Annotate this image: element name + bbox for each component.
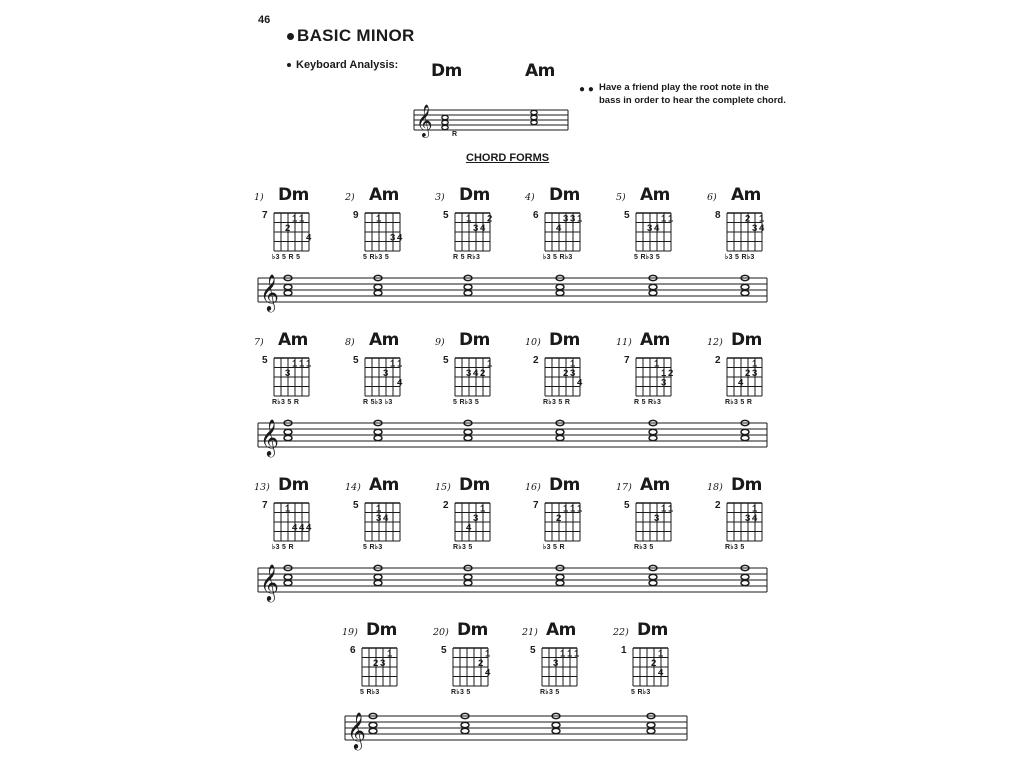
whole-note xyxy=(556,284,564,289)
whole-note xyxy=(649,580,657,585)
finger-number: 1 xyxy=(570,358,576,370)
fret-number: 7 xyxy=(533,500,539,511)
chord-number: 14) xyxy=(345,482,361,493)
fret-number: 2 xyxy=(443,500,449,511)
finger-number: 3 xyxy=(570,367,576,379)
finger-number: 1 xyxy=(299,358,305,370)
chord-intervals: 5 R♭3 xyxy=(363,544,383,551)
finger-number: 4 xyxy=(738,377,744,389)
chord-name: Dm xyxy=(457,620,488,640)
finger-number: 1 xyxy=(658,648,664,660)
finger-number: 1 xyxy=(574,648,580,660)
finger-number: 3 xyxy=(473,512,479,524)
keyboard-chord-dm: Dm xyxy=(431,61,462,81)
staff xyxy=(258,563,767,602)
keyboard-note: Have a friend play the root note in the bass in order to hear the complete chord. xyxy=(599,82,786,106)
whole-note xyxy=(464,284,472,289)
chord-name: Dm xyxy=(459,185,490,205)
whole-note xyxy=(741,429,749,434)
treble-clef-icon: 𝄞 xyxy=(260,418,279,456)
whole-note xyxy=(649,284,657,289)
whole-note xyxy=(741,284,749,289)
chord-number: 3) xyxy=(435,192,445,203)
chord-intervals: ♭3 5 R 5 xyxy=(272,254,301,261)
finger-number: 1 xyxy=(563,503,569,515)
fret-number: 5 xyxy=(443,355,449,366)
chord-intervals: R 5 R♭3 xyxy=(634,399,662,406)
chord-name: Dm xyxy=(366,620,397,640)
chord-number: 2) xyxy=(345,192,355,203)
finger-number: 3 xyxy=(563,213,569,225)
staff xyxy=(258,273,767,312)
chord-name: Am xyxy=(369,330,399,350)
finger-number: 3 xyxy=(745,512,751,524)
finger-number: 3 xyxy=(654,512,660,524)
chord-name: Dm xyxy=(459,330,490,350)
whole-note xyxy=(649,290,657,295)
finger-number: 4 xyxy=(383,512,389,524)
chord-name: Am xyxy=(546,620,576,640)
finger-number: 4 xyxy=(306,522,312,534)
whole-note xyxy=(284,284,292,289)
treble-clef-icon: 𝄞 xyxy=(416,104,433,137)
finger-number: 4 xyxy=(299,522,305,534)
finger-number: 1 xyxy=(560,648,566,660)
whole-note xyxy=(556,580,564,585)
whole-note xyxy=(552,728,560,733)
chord-intervals: R♭3 5 xyxy=(451,689,471,696)
finger-number: 1 xyxy=(487,358,493,370)
staff-root-marking: R xyxy=(452,131,458,138)
fret-number: 5 xyxy=(624,210,630,221)
chord-number: 19) xyxy=(342,627,358,638)
finger-number: 2 xyxy=(651,657,657,669)
finger-number: 1 xyxy=(759,213,765,225)
chord-intervals: 5 R♭3 5 xyxy=(363,254,390,261)
finger-number: 3 xyxy=(285,367,291,379)
whole-note xyxy=(461,728,469,733)
chord-intervals: R♭3 5 R xyxy=(543,399,571,406)
fret-number: 7 xyxy=(262,210,268,221)
finger-number: 4 xyxy=(654,222,660,234)
chord-number: 11) xyxy=(616,337,632,348)
chord-number: 13) xyxy=(254,482,270,493)
whole-note xyxy=(647,728,655,733)
keyboard-chord-am: Am xyxy=(525,61,555,81)
finger-number: 1 xyxy=(661,503,667,515)
chord-name: Dm xyxy=(731,475,762,495)
finger-number: 3 xyxy=(376,512,382,524)
chord-number: 17) xyxy=(616,482,632,493)
page-number: 46 xyxy=(258,14,271,26)
chord-number: 6) xyxy=(707,192,717,203)
finger-number: 3 xyxy=(647,222,653,234)
whole-note xyxy=(284,435,292,440)
fret-number: 2 xyxy=(533,355,539,366)
finger-number: 1 xyxy=(654,358,660,370)
page-title: BASIC MINOR xyxy=(297,26,415,45)
finger-number: 3 xyxy=(383,367,389,379)
whole-note xyxy=(556,574,564,579)
fret-number: 6 xyxy=(350,645,356,656)
chord-name: Am xyxy=(640,330,670,350)
chord-name: Dm xyxy=(549,330,580,350)
whole-note xyxy=(647,722,655,727)
chord-intervals: ♭3 5 R♭3 xyxy=(543,254,573,261)
chord-intervals: R 5♭3 ♭3 xyxy=(363,399,393,406)
fret-number: 5 xyxy=(624,500,630,511)
staff xyxy=(258,418,767,457)
chord-intervals: 5 R♭3 xyxy=(631,689,651,696)
finger-number: 1 xyxy=(577,503,583,515)
finger-number: 2 xyxy=(745,213,751,225)
whole-note xyxy=(741,435,749,440)
whole-note xyxy=(284,574,292,579)
chord-intervals: ♭3 5 R xyxy=(272,544,294,551)
chord-number: 5) xyxy=(616,192,626,203)
finger-number: 1 xyxy=(292,358,298,370)
chord-number: 16) xyxy=(525,482,541,493)
finger-number: 3 xyxy=(752,222,758,234)
whole-note xyxy=(552,722,560,727)
finger-number: 2 xyxy=(563,367,569,379)
finger-number: 1 xyxy=(661,213,667,225)
chord-intervals: 5 R♭3 5 xyxy=(634,254,661,261)
whole-note xyxy=(741,574,749,579)
chord-name: Am xyxy=(640,475,670,495)
whole-note xyxy=(464,429,472,434)
finger-number: 4 xyxy=(485,667,491,679)
finger-number: 1 xyxy=(376,213,382,225)
finger-number: 4 xyxy=(759,222,765,234)
chord-intervals: ♭3 5 R♭3 xyxy=(725,254,755,261)
chord-number: 9) xyxy=(435,337,445,348)
chord-number: 1) xyxy=(254,192,264,203)
finger-number: 4 xyxy=(466,522,472,534)
chord-intervals: R 5 R♭3 xyxy=(453,254,481,261)
chord-intervals: 5 R♭3 5 xyxy=(453,399,480,406)
whole-note xyxy=(649,429,657,434)
chord-name: Am xyxy=(731,185,761,205)
whole-note xyxy=(464,580,472,585)
chord-number: 18) xyxy=(707,482,723,493)
fret-number: 1 xyxy=(621,645,627,656)
fret-number: 2 xyxy=(715,355,721,366)
finger-number: 4 xyxy=(480,222,486,234)
finger-number: 1 xyxy=(390,358,396,370)
chord-number: 22) xyxy=(613,627,629,638)
fret-number: 5 xyxy=(353,355,359,366)
fret-number: 8 xyxy=(715,210,721,221)
whole-note xyxy=(374,284,382,289)
finger-number: 3 xyxy=(661,377,667,389)
finger-number: 2 xyxy=(480,367,486,379)
chord-number: 12) xyxy=(707,337,723,348)
whole-note xyxy=(369,728,377,733)
finger-number: 2 xyxy=(487,213,493,225)
whole-note xyxy=(374,574,382,579)
chord-name: Dm xyxy=(549,475,580,495)
chord-name: Dm xyxy=(637,620,668,640)
finger-number: 1 xyxy=(397,358,403,370)
finger-number: 3 xyxy=(752,367,758,379)
whole-note xyxy=(374,580,382,585)
finger-number: 1 xyxy=(567,648,573,660)
whole-note xyxy=(649,574,657,579)
staff xyxy=(345,711,687,750)
chord-name: Dm xyxy=(278,475,309,495)
chord-number: 20) xyxy=(433,627,449,638)
whole-note xyxy=(374,290,382,295)
chord-intervals: R♭3 5 xyxy=(725,544,745,551)
whole-note xyxy=(464,574,472,579)
whole-note xyxy=(461,722,469,727)
fret-number: 6 xyxy=(533,210,539,221)
chord-intervals: R♭3 5 xyxy=(453,544,473,551)
finger-number: 3 xyxy=(473,222,479,234)
fret-number: 5 xyxy=(443,210,449,221)
note-bullets-icon: ● ● xyxy=(579,84,594,95)
whole-note xyxy=(369,722,377,727)
finger-number: 1 xyxy=(387,648,393,660)
whole-note xyxy=(284,429,292,434)
fret-number: 7 xyxy=(262,500,268,511)
chord-intervals: R♭3 5 xyxy=(634,544,654,551)
finger-number: 4 xyxy=(306,232,312,244)
treble-clef-icon: 𝄞 xyxy=(347,711,366,749)
finger-number: 3 xyxy=(553,657,559,669)
fret-number: 9 xyxy=(353,210,359,221)
finger-number: 1 xyxy=(480,503,486,515)
finger-number: 2 xyxy=(556,512,562,524)
finger-number: 3 xyxy=(570,213,576,225)
finger-number: 4 xyxy=(658,667,664,679)
finger-number: 1 xyxy=(668,503,674,515)
finger-number: 1 xyxy=(306,358,312,370)
whole-note xyxy=(374,429,382,434)
chord-name: Am xyxy=(369,475,399,495)
whole-note xyxy=(284,580,292,585)
chord-name: Am xyxy=(369,185,399,205)
fret-number: 5 xyxy=(530,645,536,656)
whole-note xyxy=(556,290,564,295)
finger-number: 3 xyxy=(466,367,472,379)
whole-note xyxy=(464,290,472,295)
chord-intervals: 5 R♭3 xyxy=(360,689,380,696)
whole-note xyxy=(556,429,564,434)
finger-number: 2 xyxy=(478,657,484,669)
fret-number: 2 xyxy=(715,500,721,511)
whole-note xyxy=(374,435,382,440)
whole-note xyxy=(741,580,749,585)
finger-number: 1 xyxy=(577,213,583,225)
finger-number: 1 xyxy=(376,503,382,515)
chord-name: Dm xyxy=(459,475,490,495)
finger-number: 4 xyxy=(397,377,403,389)
finger-number: 1 xyxy=(299,213,305,225)
finger-number: 1 xyxy=(485,648,491,660)
chord-name: Am xyxy=(640,185,670,205)
chord-name: Dm xyxy=(731,330,762,350)
finger-number: 2 xyxy=(668,367,674,379)
section-title: CHORD FORMS xyxy=(466,152,550,164)
finger-number: 1 xyxy=(570,503,576,515)
chord-number: 8) xyxy=(345,337,355,348)
fret-number: 5 xyxy=(353,500,359,511)
finger-number: 4 xyxy=(292,522,298,534)
finger-number: 4 xyxy=(397,232,403,244)
chord-name: Dm xyxy=(549,185,580,205)
finger-number: 2 xyxy=(745,367,751,379)
finger-number: 1 xyxy=(661,367,667,379)
whole-note xyxy=(649,435,657,440)
chord-intervals: R♭3 5 R xyxy=(272,399,300,406)
chord-intervals: ♭3 5 R xyxy=(543,544,565,551)
fret-number: 5 xyxy=(441,645,447,656)
whole-note xyxy=(284,290,292,295)
whole-note xyxy=(556,435,564,440)
chord-number: 4) xyxy=(525,192,535,203)
finger-number: 1 xyxy=(752,503,758,515)
finger-number: 4 xyxy=(473,367,479,379)
finger-number: 1 xyxy=(292,213,298,225)
treble-clef-icon: 𝄞 xyxy=(260,273,279,311)
fret-number: 7 xyxy=(624,355,630,366)
keyboard-analysis-label: Keyboard Analysis: xyxy=(296,59,399,71)
finger-number: 2 xyxy=(285,222,291,234)
chord-name: Am xyxy=(278,330,308,350)
chord-number: 15) xyxy=(435,482,451,493)
finger-number: 4 xyxy=(556,222,562,234)
treble-clef-icon: 𝄞 xyxy=(260,563,279,601)
whole-note xyxy=(464,435,472,440)
finger-number: 1 xyxy=(668,213,674,225)
finger-number: 1 xyxy=(752,358,758,370)
chord-number: 7) xyxy=(254,337,264,348)
whole-note xyxy=(741,290,749,295)
finger-number: 3 xyxy=(380,657,386,669)
chord-number: 21) xyxy=(522,627,538,638)
chord-number: 10) xyxy=(525,337,541,348)
finger-number: 1 xyxy=(466,213,472,225)
finger-number: 4 xyxy=(577,377,583,389)
finger-number: 3 xyxy=(390,232,396,244)
finger-number: 1 xyxy=(285,503,291,515)
fret-number: 5 xyxy=(262,355,268,366)
chord-intervals: R♭3 5 xyxy=(540,689,560,696)
chord-intervals: R♭3 5 R xyxy=(725,399,753,406)
finger-number: 4 xyxy=(752,512,758,524)
finger-number: 2 xyxy=(373,657,379,669)
chord-name: Dm xyxy=(278,185,309,205)
